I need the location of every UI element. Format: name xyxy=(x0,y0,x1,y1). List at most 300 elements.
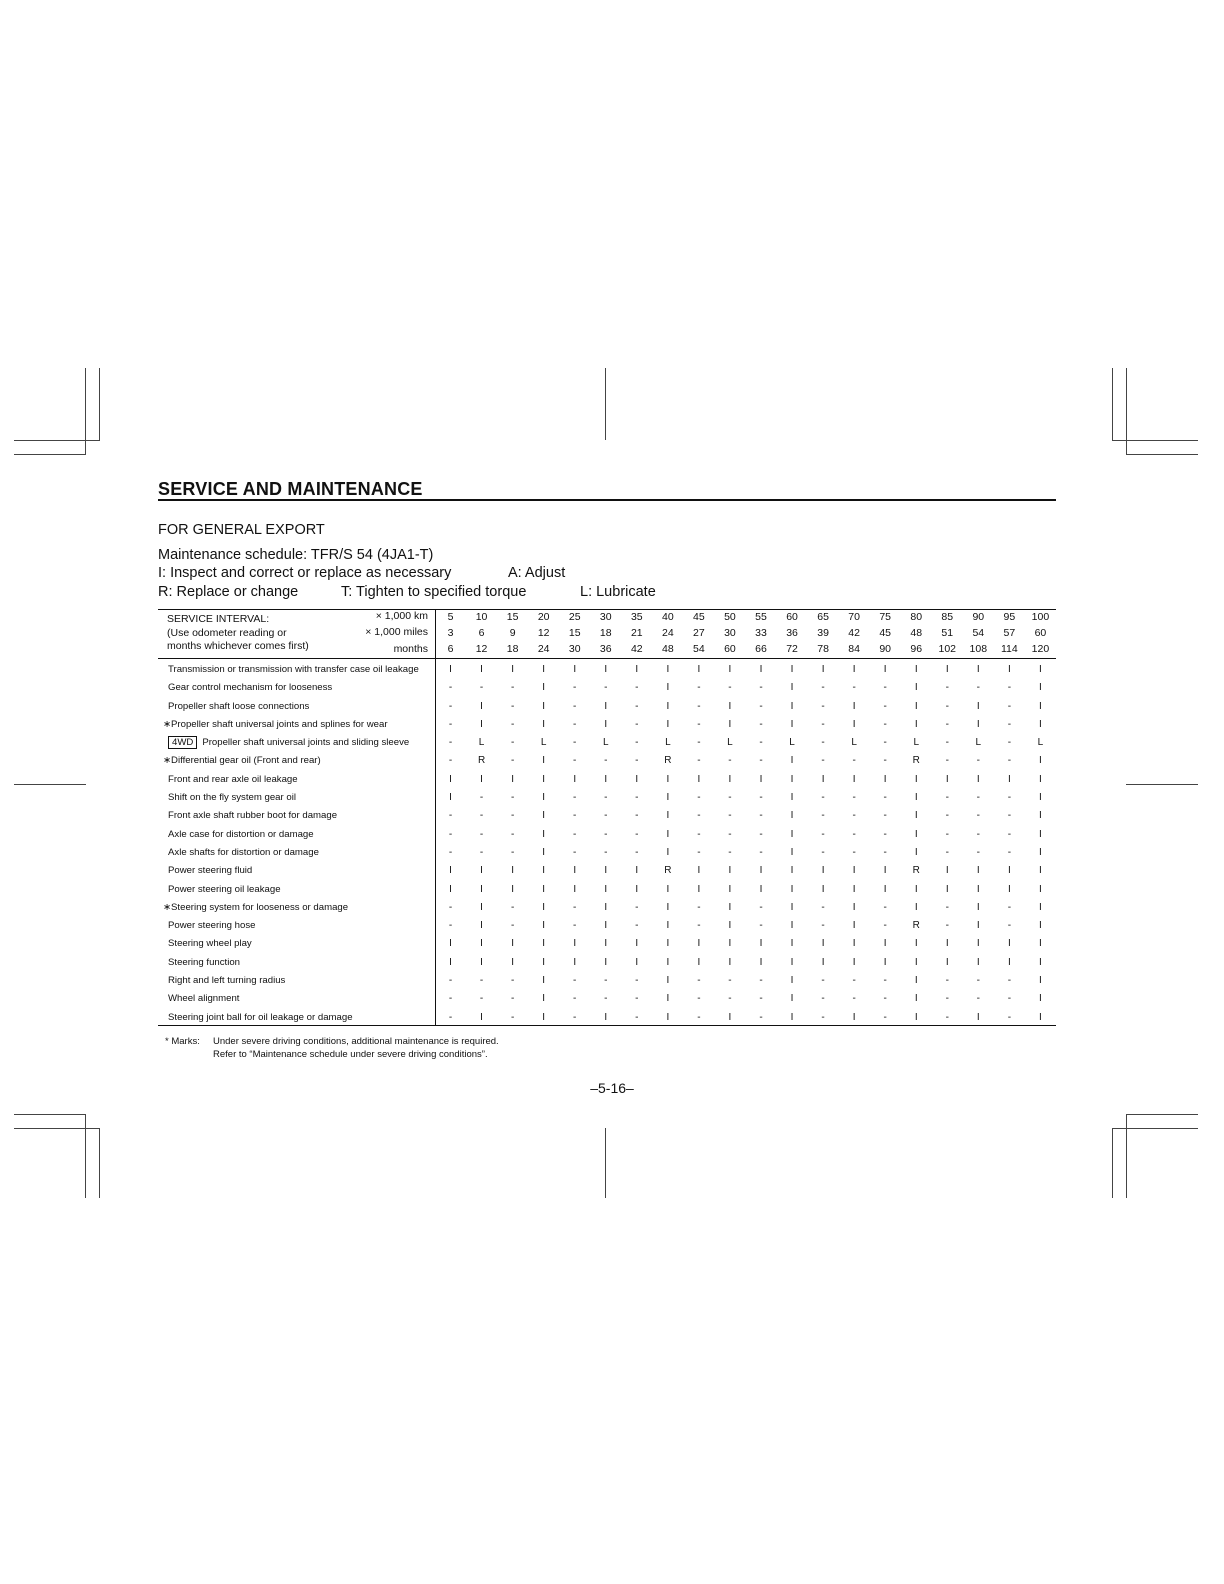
schedule-cell: - xyxy=(573,993,577,1005)
schedule-cell: I xyxy=(542,865,546,877)
schedule-cell: - xyxy=(697,975,701,987)
crop-mark xyxy=(14,1128,100,1129)
schedule-cell: I xyxy=(1007,664,1011,675)
schedule-cell: I xyxy=(914,664,918,675)
months-interval-cell: 42 xyxy=(630,643,643,655)
row-label-text: Front axle shaft rubber boot for damage xyxy=(168,810,338,822)
schedule-cell: I xyxy=(480,883,483,895)
miles-interval-cell: 6 xyxy=(478,627,485,639)
schedule-cell: - xyxy=(1007,993,1012,1005)
schedule-cell: I xyxy=(635,664,639,675)
schedule-cell: - xyxy=(479,828,484,840)
schedule-cell: - xyxy=(759,737,763,749)
schedule-cell: - xyxy=(728,975,732,987)
km-interval-cell: 35 xyxy=(630,611,643,623)
months-interval-cell: 120 xyxy=(1031,643,1050,655)
schedule-cell: I xyxy=(1039,828,1042,840)
km-interval-cell: 60 xyxy=(786,611,798,623)
months-interval-cell: 78 xyxy=(817,643,829,655)
unit-km: × 1,000 km xyxy=(375,610,428,622)
miles-interval-cell: 15 xyxy=(568,627,581,639)
schedule-cell: - xyxy=(448,700,453,712)
row-cells xyxy=(435,716,1056,734)
row-label xyxy=(158,862,435,880)
schedule-cell: I xyxy=(914,773,918,785)
schedule-cell: - xyxy=(821,920,825,932)
schedule-cell: I xyxy=(728,718,732,730)
schedule-cell: I xyxy=(914,810,918,822)
schedule-cell: - xyxy=(821,828,825,840)
row-label xyxy=(158,789,435,807)
schedule-cell: I xyxy=(666,664,670,675)
schedule-cell: - xyxy=(697,901,701,913)
km-interval-cell: 5 xyxy=(447,611,454,623)
page-number: –5-16– xyxy=(590,1080,634,1096)
row-cells xyxy=(435,935,1056,953)
schedule-cell: - xyxy=(759,846,763,858)
schedule-cell: I xyxy=(976,664,980,675)
schedule-cell: I xyxy=(542,1011,546,1023)
schedule-cell: I xyxy=(542,700,546,712)
schedule-cell: I xyxy=(790,718,794,730)
row-label-text: Front and rear axle oil leakage xyxy=(168,773,298,785)
schedule-cell: - xyxy=(945,828,949,840)
schedule-cell: - xyxy=(510,846,515,858)
schedule-cell: - xyxy=(697,792,701,804)
schedule-cell: I xyxy=(480,1011,483,1023)
schedule-cell: - xyxy=(759,718,763,730)
schedule-cell: I xyxy=(914,993,918,1005)
miles-interval-cell: 12 xyxy=(537,627,550,639)
schedule-cell: I xyxy=(666,1011,670,1023)
row-label xyxy=(158,881,435,899)
schedule-cell: I xyxy=(697,956,701,968)
schedule-cell: R xyxy=(912,865,920,877)
row-label-text: Power steering oil leakage xyxy=(168,883,281,895)
schedule-cell: - xyxy=(573,901,577,913)
row-cells xyxy=(435,972,1056,990)
row-cells xyxy=(435,844,1056,862)
schedule-cell: - xyxy=(945,792,949,804)
unit-miles: × 1,000 miles xyxy=(365,626,428,638)
months-interval-cell: 30 xyxy=(568,643,581,655)
row-label xyxy=(158,698,435,716)
schedule-cell: I xyxy=(852,865,856,877)
table-row xyxy=(158,734,1056,752)
schedule-cell: I xyxy=(573,773,577,785)
schedule-cell: - xyxy=(448,718,453,730)
maintenance-schedule-table xyxy=(158,609,1056,1027)
row-cells xyxy=(435,771,1056,789)
schedule-cell: - xyxy=(479,993,484,1005)
schedule-cell: I xyxy=(1039,773,1042,785)
miles-interval-cell: 39 xyxy=(817,627,829,639)
miles-interval-cell: 36 xyxy=(786,627,798,639)
schedule-cell: I xyxy=(604,883,608,895)
schedule-cell: I xyxy=(542,664,546,675)
schedule-cell: - xyxy=(883,993,887,1005)
schedule-cell: I xyxy=(914,828,918,840)
schedule-title: Maintenance schedule: TFR/S 54 (4JA1-T) xyxy=(158,547,434,563)
km-interval-cell: 80 xyxy=(910,611,923,623)
schedule-cell: I xyxy=(1039,883,1042,895)
table-row xyxy=(158,899,1056,917)
schedule-cell: I xyxy=(480,773,483,785)
schedule-cell: I xyxy=(821,773,825,785)
schedule-cell: I xyxy=(511,956,514,968)
schedule-cell: I xyxy=(1039,700,1042,712)
schedule-cell: I xyxy=(573,938,577,950)
schedule-cell: I xyxy=(666,810,670,822)
schedule-cell: I xyxy=(697,883,701,895)
schedule-cell: - xyxy=(759,810,763,822)
schedule-cell: - xyxy=(976,810,980,822)
schedule-cell: - xyxy=(883,1011,887,1023)
schedule-cell: I xyxy=(852,773,856,785)
table-row xyxy=(158,862,1056,880)
schedule-cell: - xyxy=(635,901,639,913)
schedule-cell: I xyxy=(449,865,452,877)
schedule-cell: I xyxy=(573,664,577,675)
schedule-cell: - xyxy=(510,792,515,804)
schedule-cell: - xyxy=(759,755,763,767)
km-interval-cell: 70 xyxy=(848,611,860,623)
schedule-cell: I xyxy=(1007,956,1011,968)
schedule-cell: I xyxy=(511,865,514,877)
footnote-mark: * Marks: xyxy=(165,1036,200,1047)
schedule-cell: I xyxy=(666,792,670,804)
row-label xyxy=(158,734,435,752)
schedule-cell: I xyxy=(542,975,546,987)
schedule-cell: - xyxy=(697,718,701,730)
row-label xyxy=(158,679,435,697)
schedule-cell: - xyxy=(510,901,515,913)
schedule-cell: - xyxy=(448,901,453,913)
schedule-cell: - xyxy=(852,810,856,822)
schedule-cell: I xyxy=(976,865,980,877)
schedule-cell: - xyxy=(510,682,515,694)
miles-interval-cell: 60 xyxy=(1034,627,1047,639)
crop-mark xyxy=(85,1114,86,1198)
row-label-text: Power steering fluid xyxy=(168,865,253,877)
schedule-cell: - xyxy=(635,755,639,767)
schedule-cell: - xyxy=(883,718,887,730)
schedule-cell: - xyxy=(448,828,453,840)
row-cells xyxy=(435,826,1056,844)
schedule-cell: I xyxy=(790,846,794,858)
row-label-text: Axle shafts for distortion or damage xyxy=(168,846,319,858)
schedule-cell: - xyxy=(635,737,639,749)
schedule-cell: I xyxy=(821,956,825,968)
crop-mark xyxy=(605,368,606,440)
schedule-cell: L xyxy=(727,737,733,749)
miles-interval-cell: 42 xyxy=(848,627,860,639)
schedule-cell: I xyxy=(945,883,949,895)
schedule-cell: I xyxy=(1039,846,1042,858)
footnote-line-1: Under severe driving conditions, additional maintenance is required. xyxy=(213,1036,499,1047)
schedule-cell: - xyxy=(945,682,949,694)
table-row xyxy=(158,826,1056,844)
schedule-cell: I xyxy=(914,718,918,730)
schedule-cell: I xyxy=(449,883,452,895)
schedule-cell: - xyxy=(479,975,484,987)
schedule-cell: I xyxy=(759,956,763,968)
crop-mark xyxy=(14,1114,86,1115)
schedule-cell: - xyxy=(479,682,484,694)
schedule-cell: I xyxy=(697,664,701,675)
row-cells xyxy=(435,1009,1056,1027)
schedule-cell: I xyxy=(821,865,825,877)
crop-mark xyxy=(1126,454,1198,455)
schedule-cell: - xyxy=(573,792,577,804)
schedule-cell: I xyxy=(790,993,794,1005)
schedule-cell: - xyxy=(573,846,577,858)
schedule-cell: - xyxy=(573,1011,577,1023)
schedule-cell: - xyxy=(448,737,453,749)
schedule-cell: - xyxy=(697,1011,701,1023)
schedule-cell: - xyxy=(759,1011,763,1023)
schedule-cell: - xyxy=(510,993,515,1005)
schedule-cell: I xyxy=(1039,901,1042,913)
schedule-cell: I xyxy=(976,956,980,968)
schedule-cell: I xyxy=(1039,792,1042,804)
schedule-cell: I xyxy=(759,773,763,785)
row-label xyxy=(158,844,435,862)
schedule-cell: I xyxy=(976,1011,980,1023)
schedule-cell: I xyxy=(480,664,483,675)
schedule-cell: - xyxy=(945,718,949,730)
schedule-cell: I xyxy=(604,1011,608,1023)
schedule-cell: - xyxy=(821,755,825,767)
crop-mark xyxy=(1126,368,1127,454)
schedule-cell: I xyxy=(1039,718,1042,730)
schedule-cell: - xyxy=(821,737,825,749)
schedule-cell: - xyxy=(697,682,701,694)
schedule-cell: - xyxy=(604,755,608,767)
schedule-cell: - xyxy=(635,975,639,987)
row-label-text: Transmission or transmission with transfer case oil leakage xyxy=(168,664,419,675)
schedule-cell: - xyxy=(1007,1011,1012,1023)
schedule-cell: - xyxy=(448,810,453,822)
schedule-body xyxy=(158,661,1056,1027)
schedule-cell: L xyxy=(478,737,485,749)
schedule-cell: I xyxy=(449,956,452,968)
schedule-cell: - xyxy=(448,975,453,987)
schedule-cell: I xyxy=(604,865,608,877)
crop-mark xyxy=(14,784,86,785)
schedule-cell: I xyxy=(666,901,670,913)
schedule-cell: - xyxy=(945,846,949,858)
schedule-cell: I xyxy=(604,901,608,913)
schedule-cell: - xyxy=(479,810,484,822)
row-cells xyxy=(435,899,1056,917)
section-title: SERVICE AND MAINTENANCE xyxy=(158,479,423,499)
schedule-cell: - xyxy=(976,792,980,804)
schedule-cell: I xyxy=(728,865,732,877)
schedule-cell: - xyxy=(604,810,608,822)
schedule-cell: - xyxy=(759,920,763,932)
schedule-cell: - xyxy=(1007,792,1012,804)
schedule-cell: - xyxy=(573,682,577,694)
row-label-text: Propeller shaft loose connections xyxy=(168,700,310,712)
row-label xyxy=(158,752,435,770)
schedule-cell: L xyxy=(540,737,547,749)
schedule-cell: - xyxy=(635,682,639,694)
months-interval-cell: 90 xyxy=(879,643,892,655)
months-interval-cell: 102 xyxy=(938,643,957,655)
schedule-cell: - xyxy=(635,846,639,858)
km-interval-cell: 25 xyxy=(568,611,581,623)
months-interval-cell: 96 xyxy=(910,643,923,655)
schedule-cell: I xyxy=(1039,810,1042,822)
crop-mark xyxy=(99,1128,100,1198)
crop-mark xyxy=(1112,440,1198,441)
schedule-cell: - xyxy=(604,828,608,840)
schedule-cell: - xyxy=(635,718,639,730)
schedule-cell: - xyxy=(573,737,577,749)
schedule-cell: - xyxy=(883,901,887,913)
legend-replace: R: Replace or change xyxy=(158,584,299,600)
schedule-cell: I xyxy=(480,718,483,730)
schedule-cell: - xyxy=(510,810,515,822)
schedule-cell: I xyxy=(480,956,483,968)
schedule-cell: I xyxy=(449,664,452,675)
schedule-cell: I xyxy=(852,1011,856,1023)
km-interval-cell: 85 xyxy=(941,611,954,623)
schedule-cell: I xyxy=(666,682,670,694)
schedule-cell: I xyxy=(449,938,452,950)
schedule-cell: - xyxy=(1007,682,1012,694)
schedule-cell: - xyxy=(883,846,887,858)
row-label-text: ∗Steering system for looseness or damage xyxy=(163,901,349,913)
table-row xyxy=(158,771,1056,789)
km-interval-cell: 50 xyxy=(724,611,736,623)
schedule-cell: - xyxy=(759,792,763,804)
schedule-cell: I xyxy=(449,773,452,785)
schedule-cell: I xyxy=(511,664,514,675)
months-interval-cell: 54 xyxy=(693,643,705,655)
schedule-cell: I xyxy=(852,920,856,932)
schedule-cell: - xyxy=(573,975,577,987)
schedule-cell: I xyxy=(1039,920,1042,932)
schedule-cell: I xyxy=(542,956,546,968)
crop-mark xyxy=(1126,1114,1127,1198)
schedule-cell: - xyxy=(976,828,980,840)
schedule-cell: L xyxy=(975,737,982,749)
schedule-cell: - xyxy=(448,993,453,1005)
header-label-line-3: months whichever comes first) xyxy=(167,640,309,652)
schedule-cell: I xyxy=(1007,865,1011,877)
schedule-cell: I xyxy=(1007,773,1011,785)
crop-mark xyxy=(14,454,86,455)
schedule-cell: - xyxy=(759,828,763,840)
miles-interval-cell: 18 xyxy=(599,627,612,639)
schedule-cell: - xyxy=(697,993,701,1005)
schedule-cell: I xyxy=(635,938,639,950)
schedule-cell: I xyxy=(914,975,918,987)
schedule-cell: - xyxy=(852,975,856,987)
schedule-cell: I xyxy=(914,901,918,913)
schedule-cell: - xyxy=(883,737,887,749)
legend-adjust: A: Adjust xyxy=(508,565,566,581)
schedule-cell: I xyxy=(666,975,670,987)
schedule-cell: I xyxy=(480,865,483,877)
crop-mark xyxy=(1112,1128,1113,1198)
schedule-cell: - xyxy=(759,901,763,913)
row-cells xyxy=(435,679,1056,697)
miles-interval-cell: 45 xyxy=(879,627,892,639)
schedule-cell: I xyxy=(511,773,514,785)
schedule-cell: - xyxy=(852,682,856,694)
km-interval-cell: 95 xyxy=(1003,611,1016,623)
schedule-cell: I xyxy=(1007,883,1011,895)
km-interval-cell: 65 xyxy=(817,611,829,623)
schedule-cell: - xyxy=(697,810,701,822)
legend-inspect: I: Inspect and correct or replace as necessary xyxy=(158,565,452,581)
schedule-cell: I xyxy=(790,938,794,950)
miles-interval-cell: 48 xyxy=(910,627,923,639)
schedule-cell: I xyxy=(790,773,794,785)
header-label-line-2: (Use odometer reading or xyxy=(167,627,287,639)
schedule-cell: - xyxy=(510,737,515,749)
schedule-cell: I xyxy=(945,773,949,785)
row-label-text: Steering wheel play xyxy=(168,938,252,950)
schedule-cell: I xyxy=(790,883,794,895)
schedule-cell: I xyxy=(914,846,918,858)
schedule-cell: - xyxy=(604,792,608,804)
legend-lubricate: L: Lubricate xyxy=(580,584,656,600)
months-interval-cell: 18 xyxy=(506,643,519,655)
schedule-cell: I xyxy=(945,956,949,968)
crop-mark xyxy=(1126,1114,1198,1115)
table-row xyxy=(158,661,1056,679)
table-row xyxy=(158,844,1056,862)
row-label xyxy=(158,972,435,990)
schedule-cell: I xyxy=(821,664,825,675)
table-row xyxy=(158,698,1056,716)
schedule-cell: I xyxy=(821,938,825,950)
crop-mark xyxy=(14,440,100,441)
schedule-cell: I xyxy=(1039,682,1042,694)
schedule-cell: - xyxy=(976,975,980,987)
km-interval-cell: 30 xyxy=(599,611,612,623)
crop-mark xyxy=(605,1128,606,1198)
schedule-cell: - xyxy=(883,810,887,822)
schedule-cell: I xyxy=(697,865,701,877)
row-label-text: Gear control mechanism for looseness xyxy=(168,682,333,694)
schedule-cell: - xyxy=(945,700,949,712)
schedule-cell: I xyxy=(759,664,763,675)
schedule-cell: - xyxy=(852,792,856,804)
schedule-cell: - xyxy=(728,810,732,822)
miles-interval-cell: 9 xyxy=(509,627,516,639)
schedule-cell: I xyxy=(976,938,980,950)
schedule-cell: I xyxy=(976,700,980,712)
km-interval-cell: 90 xyxy=(972,611,985,623)
miles-interval-cell: 21 xyxy=(630,627,643,639)
schedule-cell: - xyxy=(573,700,577,712)
schedule-cell: I xyxy=(790,682,794,694)
schedule-cell: - xyxy=(448,755,453,767)
schedule-cell: - xyxy=(883,682,887,694)
schedule-cell: - xyxy=(821,810,825,822)
schedule-cell: I xyxy=(976,718,980,730)
schedule-cell: I xyxy=(1039,956,1042,968)
schedule-cell: - xyxy=(883,700,887,712)
miles-interval-cell: 24 xyxy=(662,627,674,639)
schedule-cell: I xyxy=(759,938,763,950)
table-row xyxy=(158,972,1056,990)
